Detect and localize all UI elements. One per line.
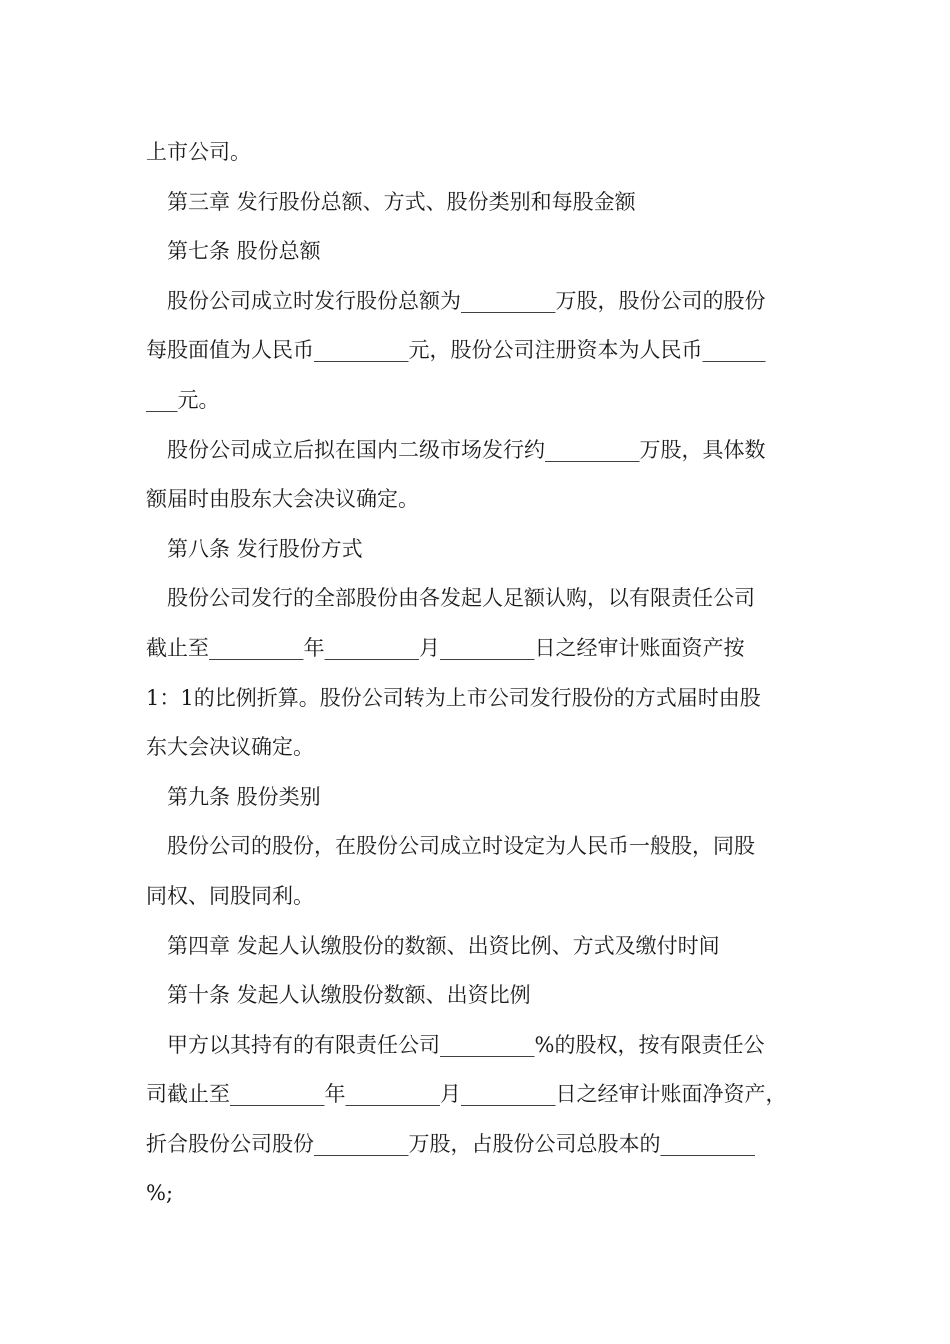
chapter-3-heading: 第三章 发行股份总额、方式、股份类别和每股金额 <box>167 189 636 214</box>
text-line: 额届时由股东大会决议确定。 <box>146 487 419 512</box>
chapter-4-heading: 第四章 发起人认缴股份的数额、出资比例、方式及缴付时间 <box>167 933 720 958</box>
text-line: 上市公司。 <box>146 140 251 164</box>
text-line: 股份公司成立后拟在国内二级市场发行约_________万股，具体数 <box>167 437 766 462</box>
text-line: 每股面值为人民币_________元，股份公司注册资本为人民币______ <box>146 338 766 363</box>
text-line: 截止至_________年_________月_________日之经审计账面资产按 <box>146 635 745 660</box>
article-8-heading: 第八条 发行股份方式 <box>167 536 363 561</box>
text-line: 1：1的比例折算。股份公司转为上市公司发行股份的方式届时由股 <box>146 685 761 710</box>
text-line: 甲方以其持有的有限责任公司_________%的股权，按有限责任公 <box>167 1032 765 1057</box>
article-7-heading: 第七条 股份总额 <box>167 239 321 264</box>
text-line: 司截止至_________年_________月_________日之经审计账面净资产， <box>146 1082 787 1107</box>
text-line: ___元。 <box>146 387 220 412</box>
document-page <box>146 128 810 1219</box>
article-9-heading: 第九条 股份类别 <box>167 784 321 809</box>
text-line: 股份公司发行的全部股份由各发起人足额认购，以有限责任公司 <box>167 586 755 611</box>
text-line: 折合股份公司股份_________万股，占股份公司总股本的_________ <box>146 1131 755 1156</box>
text-line: %; <box>146 1181 174 1206</box>
text-line: 股份公司成立时发行股份总额为_________万股，股份公司的股份 <box>167 288 766 313</box>
text-line: 东大会决议确定。 <box>146 735 314 760</box>
text-line: 同权、同股同利。 <box>146 883 314 908</box>
article-10-heading: 第十条 发起人认缴股份数额、出资比例 <box>167 983 531 1008</box>
text-line: 股份公司的股份，在股份公司成立时设定为人民币一般股，同股 <box>167 834 755 859</box>
